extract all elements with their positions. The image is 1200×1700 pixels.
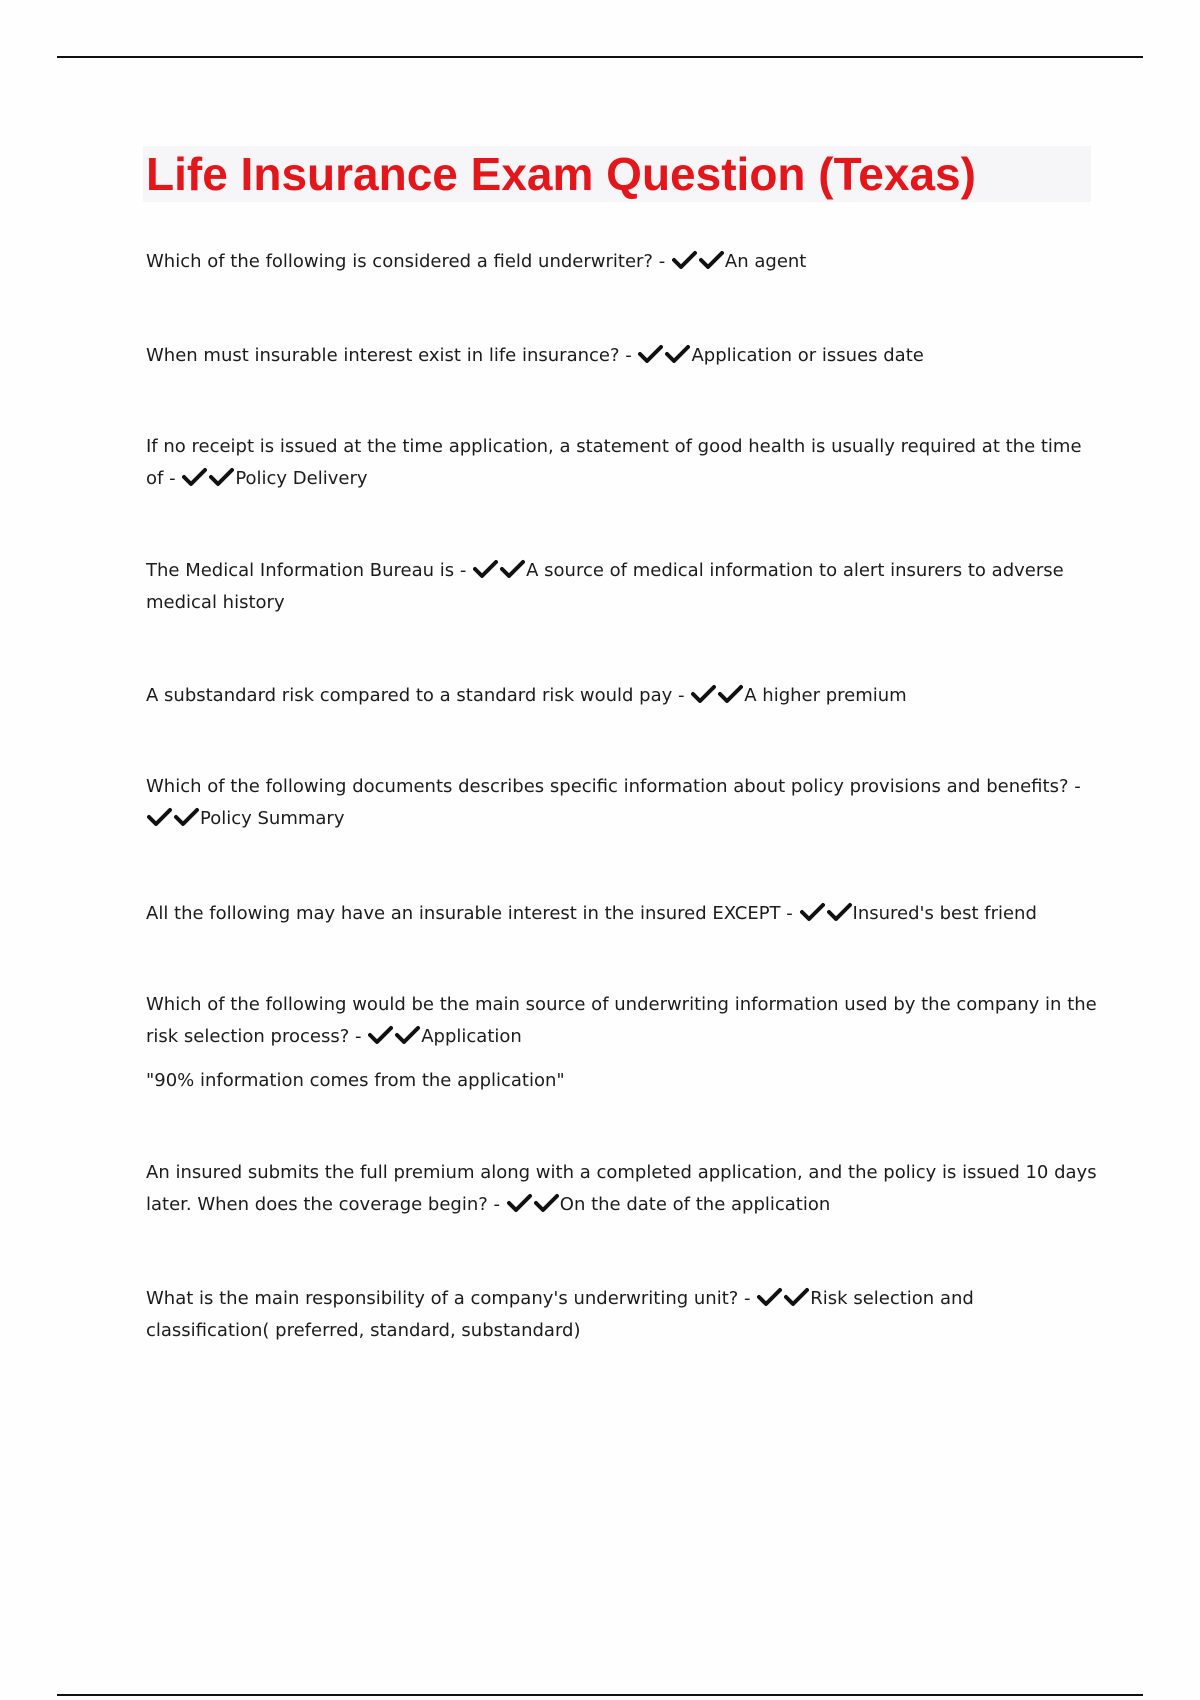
- answer-text: A higher premium: [744, 685, 907, 706]
- check-mark-icon: [699, 250, 724, 270]
- answer-text: A source of medical information to alert insurers to adverse medical history: [146, 560, 1064, 613]
- qa-item-6: [146, 771, 1098, 835]
- question-text: If no receipt is issued at the time application, a statement of good health is usually required at the time of -: [146, 436, 1082, 489]
- qa-item-7: [146, 898, 1098, 930]
- question-text: Which of the following is considered a field underwriter? -: [146, 251, 666, 272]
- check-mark-icon: [174, 807, 199, 827]
- check-mark-icon: [507, 1193, 532, 1213]
- question-text: Which of the following would be the main source of underwriting information used by the company in the risk selection process? -: [146, 994, 1097, 1047]
- qa-item-3: [146, 431, 1098, 495]
- page-title: Life Insurance Exam Question (Texas): [146, 148, 976, 200]
- check-mark-icon: [691, 684, 716, 704]
- answer-text: On the date of the application: [559, 1194, 831, 1215]
- check-mark-icon: [757, 1287, 782, 1307]
- answer-text: Policy Summary: [200, 808, 345, 829]
- answer-text: Risk selection and classification( preferred, standard, substandard): [146, 1288, 974, 1341]
- check-mark-icon: [395, 1025, 420, 1045]
- qa-item-2: [146, 340, 1098, 372]
- qa-item-8: [146, 989, 1098, 1053]
- check-mark-icon: [638, 344, 663, 364]
- check-mark-icon: [827, 902, 852, 922]
- qa-item-4: [146, 555, 1098, 619]
- check-mark-icon: [473, 559, 498, 579]
- question-text: All the following may have an insurable interest in the insured EXCEPT -: [146, 903, 793, 924]
- question-text: Which of the following documents describes specific information about policy provisions and benefits? -: [146, 776, 1081, 797]
- qa-item-5: [146, 680, 1098, 712]
- check-mark-icon: [209, 467, 234, 487]
- check-mark-icon: [182, 467, 207, 487]
- check-mark-icon: [147, 807, 172, 827]
- question-text: When must insurable interest exist in life insurance? -: [146, 345, 632, 366]
- question-text: A substandard risk compared to a standard risk would pay -: [146, 685, 685, 706]
- check-mark-icon: [500, 559, 525, 579]
- question-text: An insured submits the full premium along with a completed application, and the policy is issued 10 days later. When does the coverage begin? -: [146, 1162, 1097, 1215]
- answer-text: Policy Delivery: [235, 468, 368, 489]
- answer-text: Application or issues date: [691, 345, 924, 366]
- answer-text: Application: [421, 1026, 522, 1047]
- check-mark-icon: [784, 1287, 809, 1307]
- bottom-rule: [57, 1694, 1143, 1696]
- check-mark-icon: [534, 1193, 559, 1213]
- top-rule: [57, 56, 1143, 58]
- check-mark-icon: [368, 1025, 393, 1045]
- answer-text: Insured's best friend: [852, 903, 1037, 924]
- check-mark-icon: [718, 684, 743, 704]
- check-mark-icon: [665, 344, 690, 364]
- answer-note: "90% information comes from the application": [146, 1070, 565, 1091]
- question-text: The Medical Information Bureau is -: [146, 560, 467, 581]
- question-text: What is the main responsibility of a company's underwriting unit? -: [146, 1288, 751, 1309]
- answer-text: An agent: [724, 251, 807, 272]
- check-mark-icon: [672, 250, 697, 270]
- qa-item-9: [146, 1157, 1098, 1221]
- check-mark-icon: [800, 902, 825, 922]
- qa-item-1: [146, 246, 1098, 278]
- qa-item-10: [146, 1283, 1098, 1347]
